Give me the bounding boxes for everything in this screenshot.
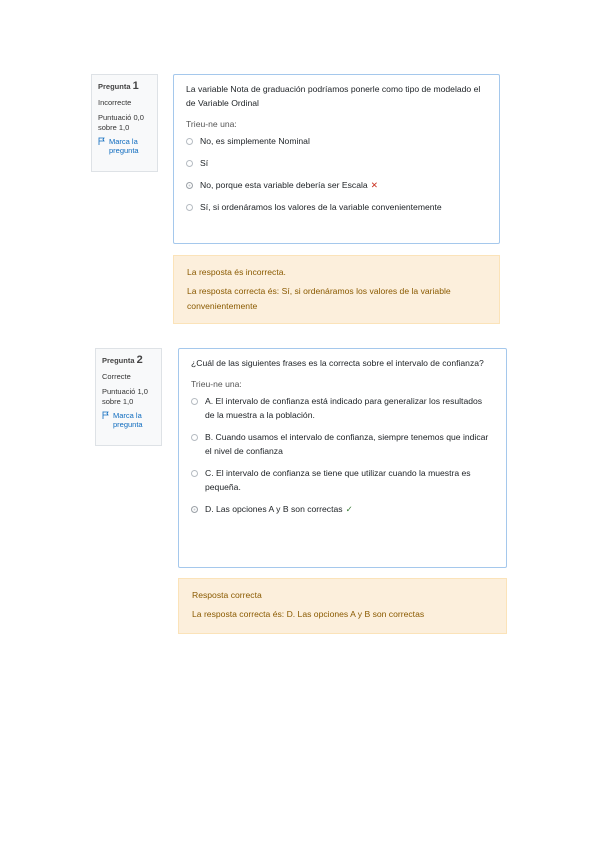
feedback-status-2: Resposta correcta: [192, 590, 262, 600]
answer-option[interactable]: [186, 201, 487, 215]
radio-button[interactable]: [186, 138, 193, 145]
feedback-box-2: [178, 578, 507, 634]
question-info-1: [91, 74, 158, 172]
radio-button[interactable]: [191, 470, 198, 477]
right-answer-2: La resposta correcta és: D. Las opciones A y B son correctas: [192, 609, 425, 620]
answer-option[interactable]: [186, 179, 487, 193]
correct-icon: ✓: [345, 503, 353, 514]
question-number: 1: [132, 80, 139, 92]
answer-label-wrap: [200, 179, 378, 193]
question-info-2: [95, 348, 162, 446]
right-answer-1: La resposta correcta és: Sí, si ordenáramos los valores de la variable convenientemente: [187, 286, 451, 312]
answer-prompt-2: Trieu-ne una:: [191, 378, 242, 389]
answer-label-wrap: [205, 503, 353, 517]
question-label: Pregunta: [98, 82, 131, 91]
feedback-box-1: [173, 255, 500, 324]
answer-label: A. El intervalo de confianza está indicado para generalizar los resultados de la muestra a la población.: [205, 395, 483, 420]
radio-button[interactable]: [191, 398, 198, 405]
question-formulation-2: [178, 348, 507, 568]
flag-question-label: Marca la pregunta: [113, 410, 143, 430]
answer-list-2: [191, 395, 494, 517]
radio-button[interactable]: [191, 434, 198, 441]
radio-button[interactable]: [186, 160, 193, 167]
feedback-status-1: La resposta és incorrecta.: [187, 267, 286, 277]
question-grade-1: Puntuació 0,0 sobre 1,0: [98, 113, 144, 132]
question-state-2: Correcte: [102, 371, 131, 381]
answer-list-1: [186, 135, 487, 216]
answer-option[interactable]: [191, 467, 494, 495]
question-text-1: La variable Nota de graduación podríamos ponerle como tipo de modelado el de Variable Ordinal: [186, 84, 481, 108]
answer-label: No, es simplemente Nominal: [200, 135, 310, 146]
flag-icon: [98, 137, 106, 156]
answer-label: Sí, si ordenáramos los valores de la variable convenientemente: [200, 202, 442, 213]
answer-label: C. El intervalo de confianza se tiene que utilizar cuando la muestra es pequeña.: [205, 467, 471, 492]
answer-option[interactable]: [186, 157, 487, 171]
flag-question-label: Marca la pregunta: [109, 136, 139, 156]
question-label: Pregunta: [102, 356, 135, 365]
question-formulation-1: [173, 74, 500, 244]
answer-label: No, porque esta variable debería ser Escala: [200, 180, 368, 190]
answer-label: B. Cuando usamos el intervalo de confianza, siempre tenemos que indicar el nivel de confianza: [205, 431, 489, 456]
question-state-1: Incorrecte: [98, 97, 132, 107]
radio-button[interactable]: [186, 204, 193, 211]
answer-label: D. Las opciones A y B son correctas: [205, 503, 343, 514]
answer-label: Sí: [200, 157, 209, 168]
radio-button-selected[interactable]: [191, 506, 198, 513]
question-number: 2: [136, 354, 143, 366]
question-number-2: [102, 354, 155, 368]
question-grade-2: Puntuació 1,0 sobre 1,0: [102, 387, 148, 406]
answer-option[interactable]: [191, 431, 494, 459]
question-number-1: [98, 80, 151, 94]
answer-prompt-1: Trieu-ne una:: [186, 118, 237, 129]
answer-option[interactable]: [186, 135, 487, 149]
answer-option[interactable]: [191, 503, 494, 517]
flag-icon: [102, 411, 110, 430]
flag-question-link-1[interactable]: [98, 137, 151, 156]
radio-button-selected[interactable]: [186, 182, 193, 189]
flag-question-link-2[interactable]: [102, 411, 155, 430]
question-text-2: ¿Cuál de las siguientes frases es la correcta sobre el intervalo de confianza?: [191, 358, 484, 368]
incorrect-icon: ✕: [370, 180, 378, 190]
answer-option[interactable]: [191, 395, 494, 423]
